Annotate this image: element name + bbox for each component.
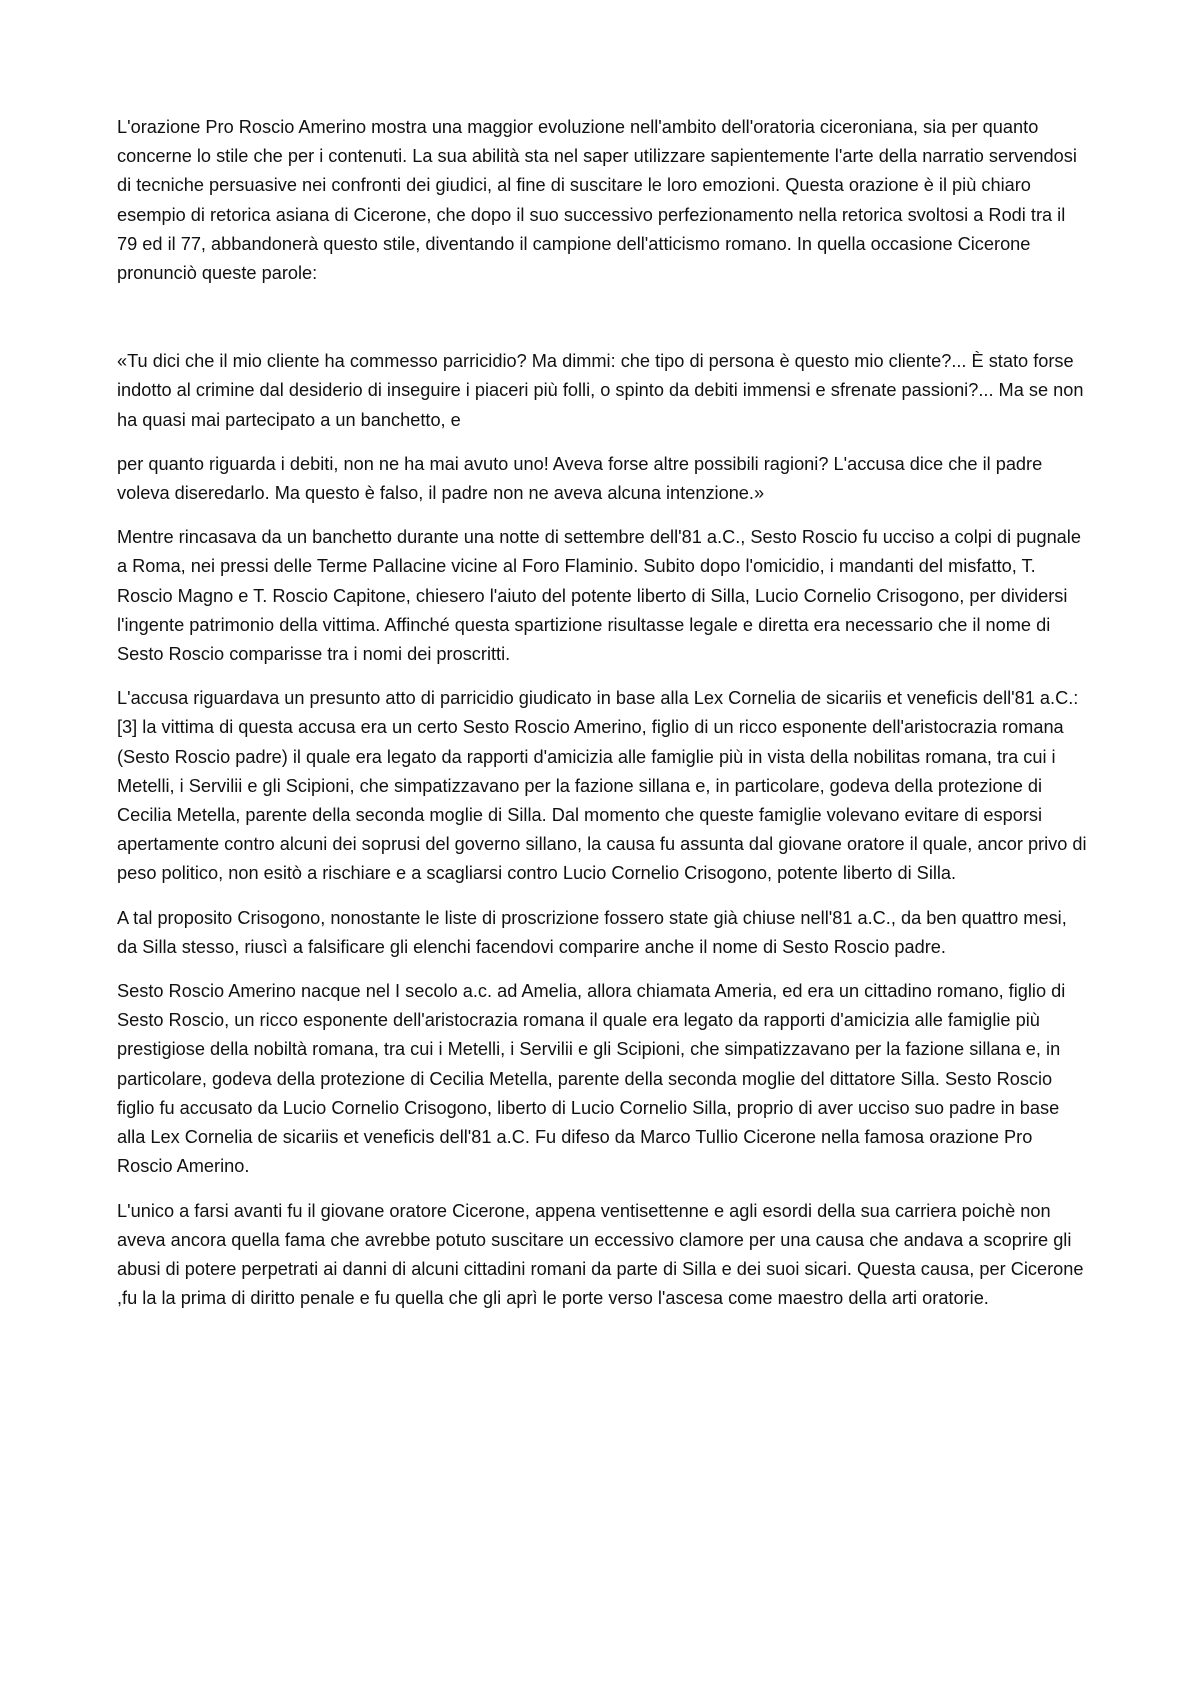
paragraph-intro: L'orazione Pro Roscio Amerino mostra una maggior evoluzione nell'ambito dell'oratoria ciceroniana, sia per quanto concerne lo stile che per i contenuti. La sua abilità sta nel saper utilizzare sapientemente l'arte della narratio servendosi di tecniche persuasive nei confronti dei giudici, al fine di suscitare le loro emozioni. Questa orazione è il più chiaro esempio di retorica asiana di Cicerone, che dopo il suo successivo perfezionamento nella retorica svoltosi a Rodi tra il 79 ed il 77, abbandonerà questo stile, diventando il campione dell'atticismo romano. In quella occasione Cicerone pronunciò queste parole: bbox=[117, 117, 1077, 284]
paragraph-quote-start: «Tu dici che il mio cliente ha commesso parricidio? Ma dimmi: che tipo di persona è questo mio cliente?... È stato forse indotto al crimine dal desiderio di inseguire i piaceri più folli, o spinto da debiti immensi e sfrenate passioni?... Ma se non ha quasi mai partecipato a un banchetto, e bbox=[117, 351, 1084, 430]
paragraph-biography: Sesto Roscio Amerino nacque nel I secolo a.c. ad Amelia, allora chiamata Ameria, ed era un cittadino romano, figlio di Sesto Roscio, un ricco esponente dell'aristocrazia romana il quale era legato da rapporti d'amicizia alle famiglie più prestigiose della nobiltà romana, tra cui i Metelli, i Servilii e gli Scipioni, che simpatizzavano per la fazione sillana e, in particolare, godeva della protezione di Cecilia Metella, parente della seconda moglie del dittatore Silla. Sesto Roscio figlio fu accusato da Lucio Cornelio Crisogono, liberto di Lucio Cornelio Silla, proprio di aver ucciso suo padre in base alla Lex Cornelia de sicariis et veneficis dell'81 a.C. Fu difeso da Marco Tullio Cicerone nella famosa orazione Pro Roscio Amerino. bbox=[117, 981, 1066, 1177]
document-page bbox=[117, 113, 1087, 1328]
paragraph-proscription: A tal proposito Crisogono, nonostante le liste di proscrizione fossero state già chiuse nell'81 a.C., da ben quattro mesi, da Silla stesso, riuscì a falsificare gli elenchi facendovi comparire anche il nome di Sesto Roscio padre. bbox=[117, 907, 1067, 957]
paragraph-quote-end: per quanto riguarda i debiti, non ne ha mai avuto uno! Aveva forse altre possibili ragioni? L'accusa dice che il padre voleva diseredarlo. Ma questo è falso, il padre non ne aveva alcuna intenzione.» bbox=[117, 453, 1043, 504]
paragraph-cicero: L'unico a farsi avanti fu il giovane oratore Cicerone, appena ventisettenne e agli esordi della sua carriera poichè non aveva ancora quella fama che avrebbe potuto suscitare un eccessivo clamore per una causa che andava a scoprire gli abusi di potere perpetrati ai danni di alcuni cittadini romani da parte di Silla e dei suoi sicari. Questa causa, per Cicerone ,fu la la prima di diritto penale e fu quella che gli aprì le porte verso l'ascesa come maestro della arti oratorie. bbox=[117, 1200, 1084, 1309]
paragraph-accusation: L'accusa riguardava un presunto atto di parricidio giudicato in base alla Lex Cornelia de sicariis et veneficis dell'81 a.C.:[3] la vittima di questa accusa era un certo Sesto Roscio Amerino, figlio di un ricco esponente dell'aristocrazia romana (Sesto Roscio padre) il quale era legato da rapporti d'amicizia alle famiglie più in vista della nobilitas romana, tra cui i Metelli, i Servilii e gli Scipioni, che simpatizzavano per la fazione sillana e, in particolare, godeva della protezione di Cecilia Metella, parente della seconda moglie di Silla. Dal momento che queste famiglie volevano evitare di esporsi apertamente contro alcuni dei soprusi del governo sillano, la causa fu assunta dal giovane oratore il quale, ancor privo di peso politico, non esitò a rischiare e a scagliarsi contro Lucio Cornelio Crisogono, potente liberto di Silla. bbox=[117, 688, 1087, 884]
paragraph-murder: Mentre rincasava da un banchetto durante una notte di settembre dell'81 a.C., Sesto Roscio fu ucciso a colpi di pugnale a Roma, nei pressi delle Terme Pallacine vicine al Foro Flaminio. Subito dopo l'omicidio, i mandanti del misfatto, T. Roscio Magno e T. Roscio Capitone, chiesero l'aiuto del potente liberto di Silla, Lucio Cornelio Crisogono, per dividersi l'ingente patrimonio della vittima. Affinché questa spartizione risultasse legale e diretta era necessario che il nome di Sesto Roscio comparisse tra i nomi dei proscritti. bbox=[117, 527, 1081, 665]
